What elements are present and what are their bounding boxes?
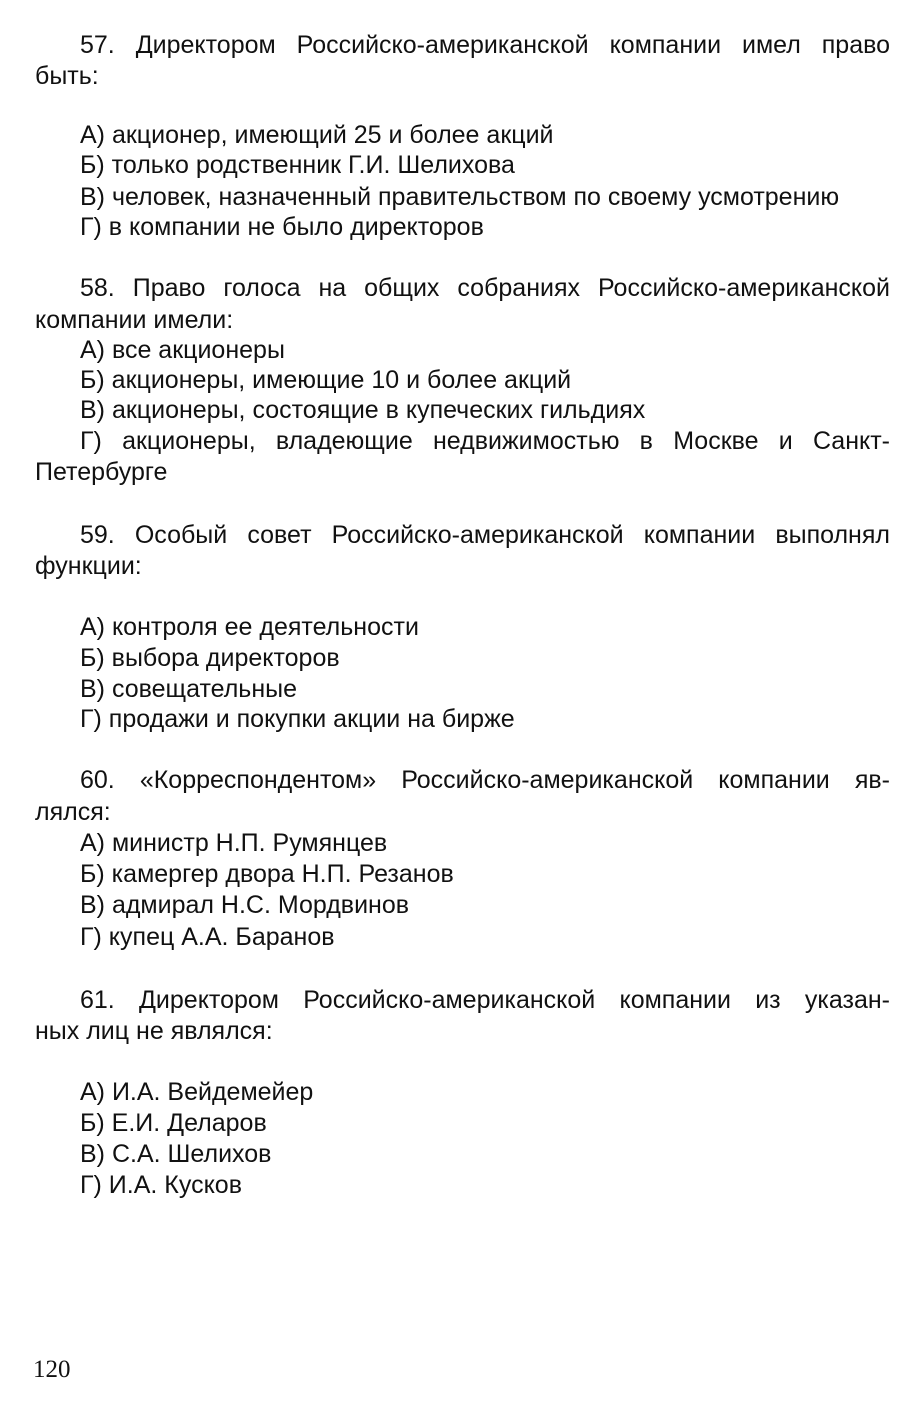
question-58-line-2: компании имели: (35, 306, 234, 334)
option: Б) камергер двора Н.П. Резанов (80, 860, 454, 888)
option: В) человек, назначенный правительством по своему усмотрению (80, 183, 840, 211)
page-number: 120 (33, 1356, 71, 1383)
option: А) все акционеры (80, 336, 285, 364)
question-61-line-1: 61. Директором Российско-американской компании из указан- (80, 986, 890, 1014)
option: Г) акционеры, владеющие недвижимостью в Москве и Санкт- (80, 427, 890, 455)
option: В) адмирал Н.С. Мордвинов (80, 891, 410, 919)
option: А) контроля ее деятельности (80, 613, 419, 641)
question-59-line-2: функции: (35, 552, 142, 580)
question-58-line-1: 58. Право голоса на общих собраниях Российско-американской (80, 274, 890, 302)
option: Б) выбора директоров (80, 644, 340, 672)
question-57-line-2: быть: (35, 62, 99, 90)
option: В) С.А. Шелихов (80, 1140, 272, 1168)
option: А) И.А. Вейдемейер (80, 1078, 314, 1106)
option: В) совещательные (80, 675, 297, 703)
option: А) министр Н.П. Румянцев (80, 829, 388, 857)
question-61-line-2: ных лиц не являлся: (35, 1017, 273, 1045)
option: Б) только родственник Г.И. Шелихова (80, 151, 515, 179)
option: Г) продажи и покупки акции на бирже (80, 705, 515, 733)
option-continuation: Петербурге (35, 458, 168, 486)
option: Г) в компании не было директоров (80, 213, 484, 241)
question-60-line-1: 60. «Корреспондентом» Российско-американской компании яв- (80, 766, 890, 794)
option: А) акционер, имеющий 25 и более акций (80, 121, 554, 149)
option: В) акционеры, состоящие в купеческих гильдиях (80, 396, 646, 424)
option: Б) Е.И. Деларов (80, 1109, 267, 1137)
question-60-line-2: лялся: (35, 798, 111, 826)
question-57-line-1: 57. Директором Российско-американской компании имел право (80, 31, 890, 59)
option: Б) акционеры, имеющие 10 и более акций (80, 366, 572, 394)
option: Г) И.А. Кусков (80, 1171, 242, 1199)
option: Г) купец А.А. Баранов (80, 923, 335, 951)
question-59-line-1: 59. Особый совет Российско-американской компании выполнял (80, 521, 890, 549)
